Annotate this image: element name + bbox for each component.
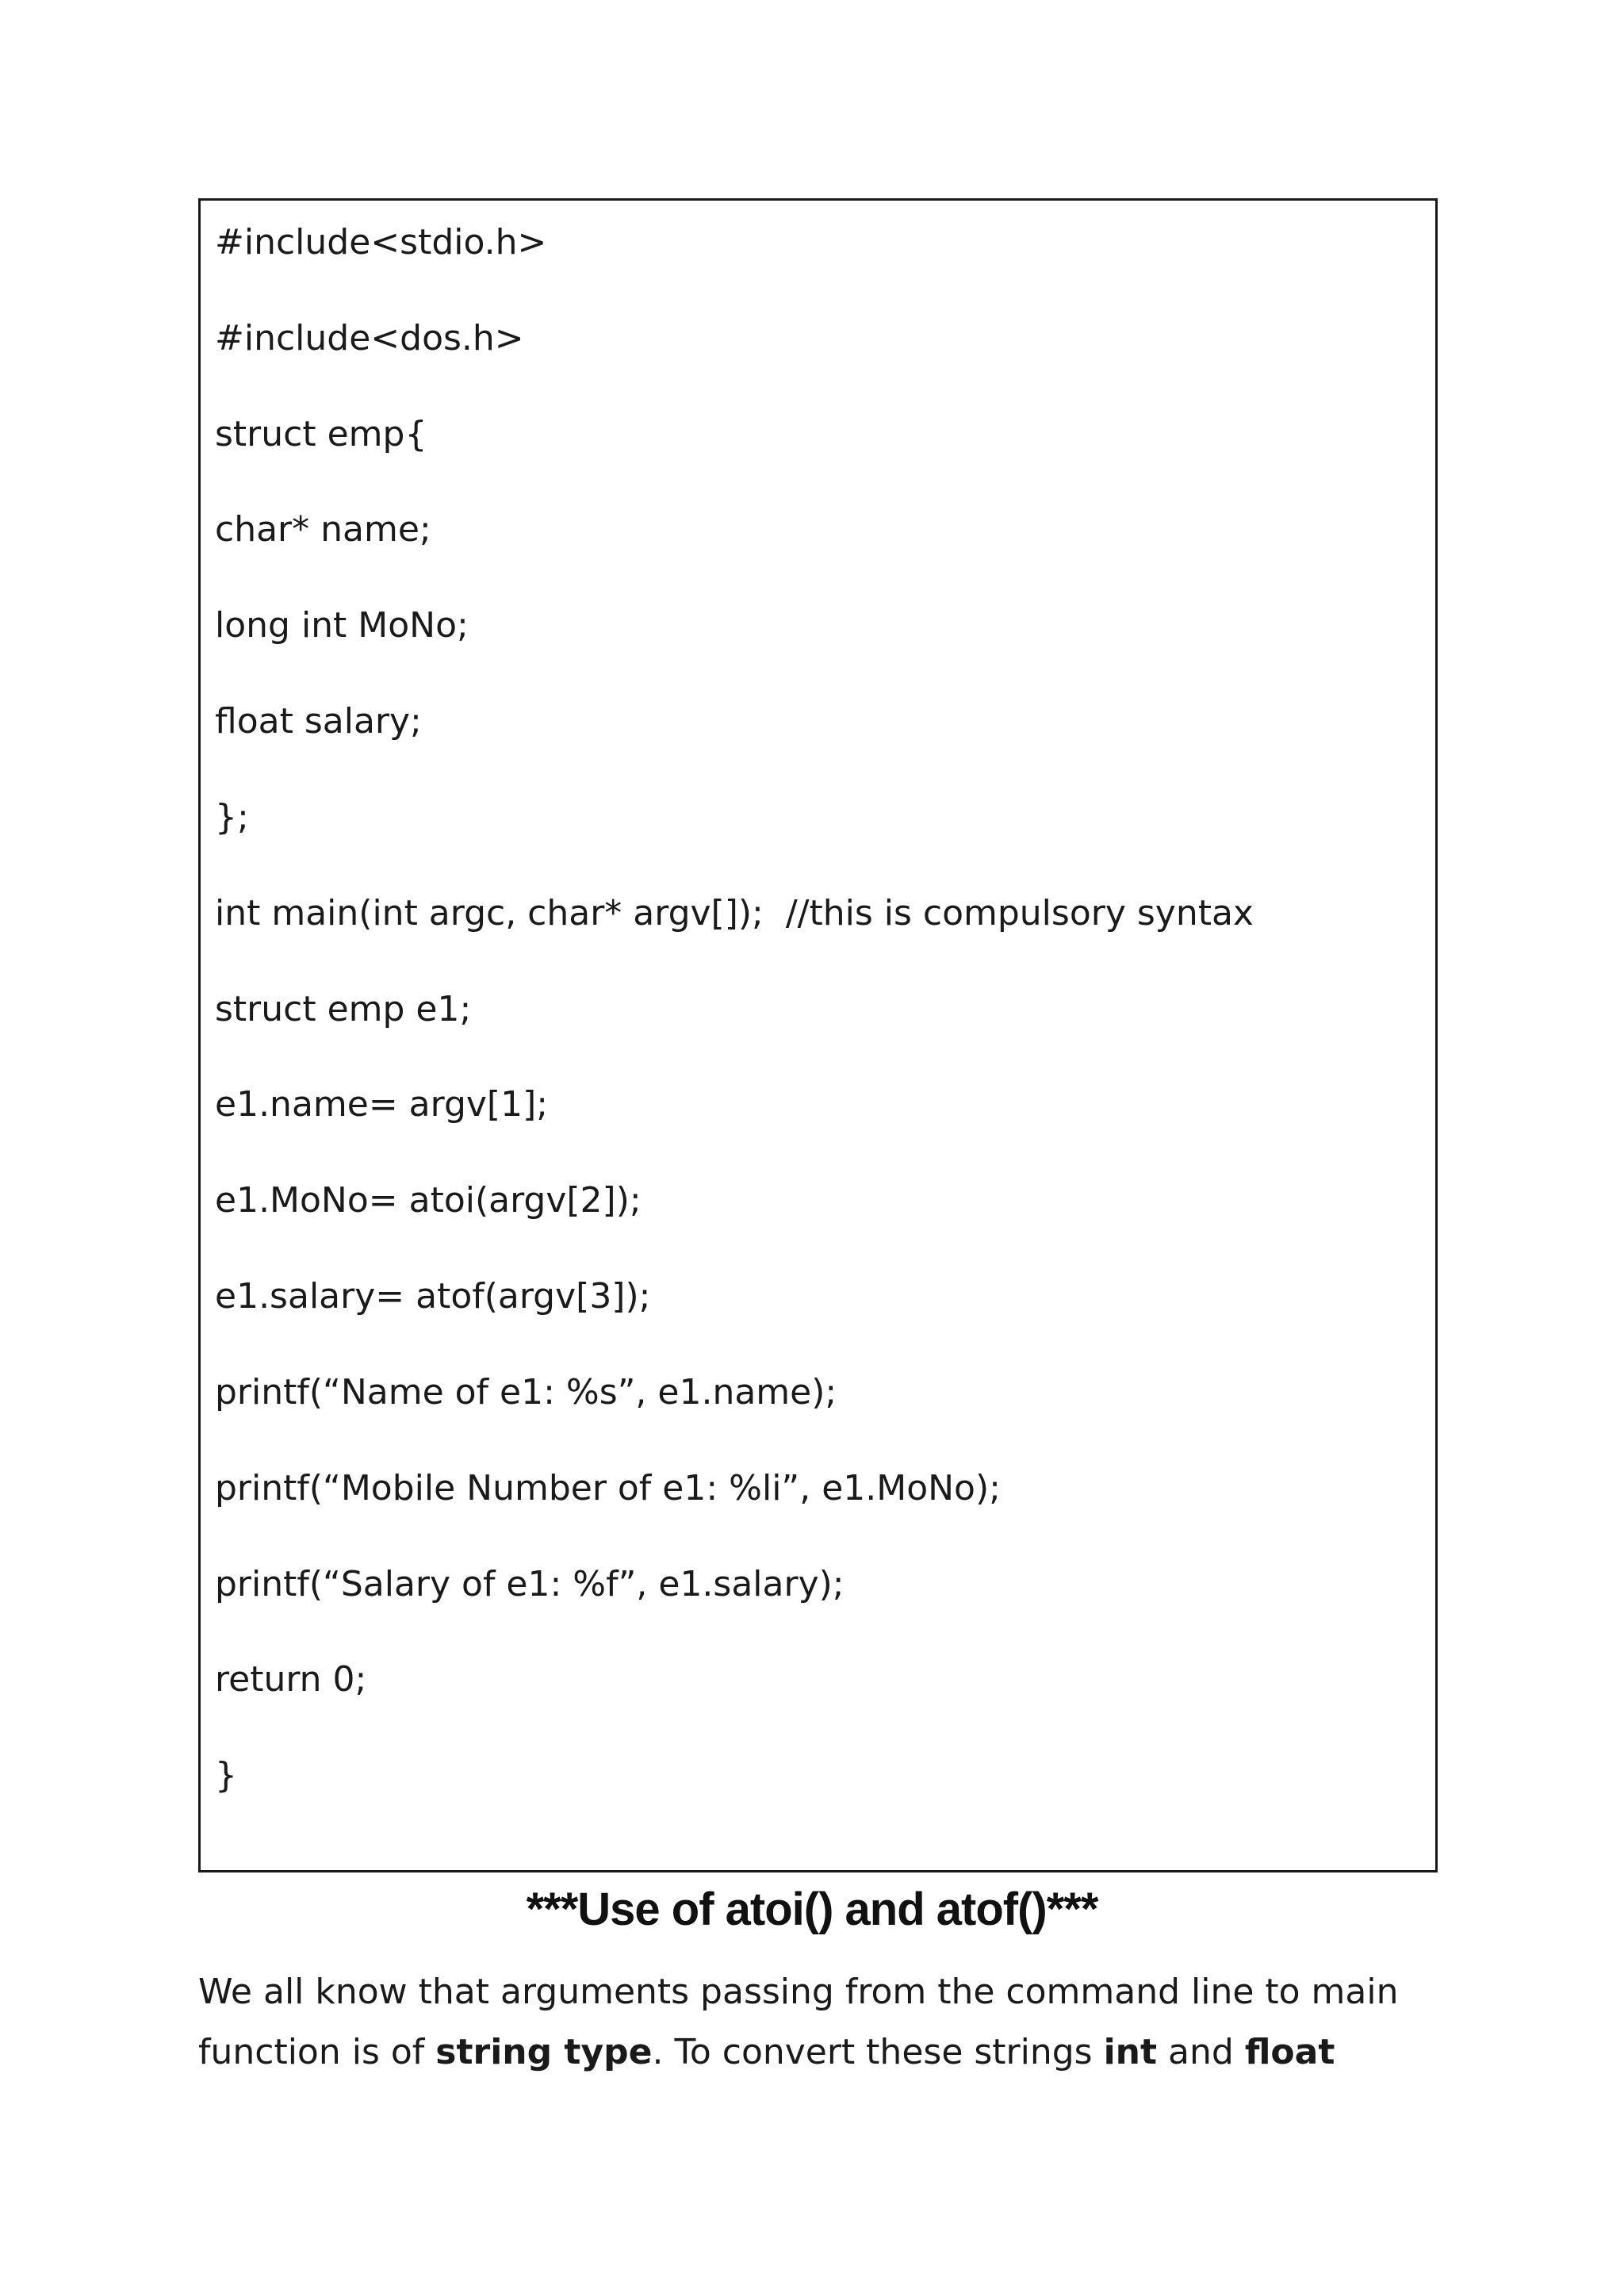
code-line: float salary; <box>215 701 422 742</box>
code-block <box>198 198 1438 1872</box>
code-line: e1.MoNo= atoi(argv[2]); <box>215 1180 642 1221</box>
code-line: return 0; <box>215 1659 367 1700</box>
code-line: long int MoNo; <box>215 605 469 646</box>
code-line: e1.salary= atof(argv[3]); <box>215 1276 651 1317</box>
code-line: printf(“Name of e1: %s”, e1.name); <box>215 1372 837 1412</box>
code-line: #include<dos.h> <box>215 318 524 358</box>
code-line: e1.name= argv[1]; <box>215 1084 549 1125</box>
paragraph-text: and <box>1157 2032 1245 2072</box>
paragraph-line-2 <box>198 2029 1335 2076</box>
code-line: char* name; <box>215 509 431 550</box>
code-line: #include<stdio.h> <box>215 222 547 263</box>
code-line: struct emp e1; <box>215 989 472 1029</box>
code-line: printf(“Mobile Number of e1: %li”, e1.MoNo); <box>215 1468 1001 1508</box>
code-line: int main(int argc, char* argv[]); //this is compulsory syntax <box>215 893 1254 933</box>
emphasis-float: float <box>1244 2032 1335 2072</box>
paragraph-text: . To convert these strings <box>652 2032 1104 2072</box>
code-line: }; <box>215 797 249 838</box>
emphasis-string-type: string type <box>435 2032 653 2072</box>
code-line: } <box>215 1755 237 1796</box>
code-line: struct emp{ <box>215 414 427 454</box>
section-heading: ***Use of atoi() and atof()*** <box>526 1884 1098 1935</box>
paragraph-line-1: We all know that arguments passing from the command line to main <box>198 1972 1399 2012</box>
paragraph-text: function is of <box>198 2032 436 2072</box>
code-line: printf(“Salary of e1: %f”, e1.salary); <box>215 1564 845 1604</box>
emphasis-int: int <box>1103 2032 1158 2072</box>
